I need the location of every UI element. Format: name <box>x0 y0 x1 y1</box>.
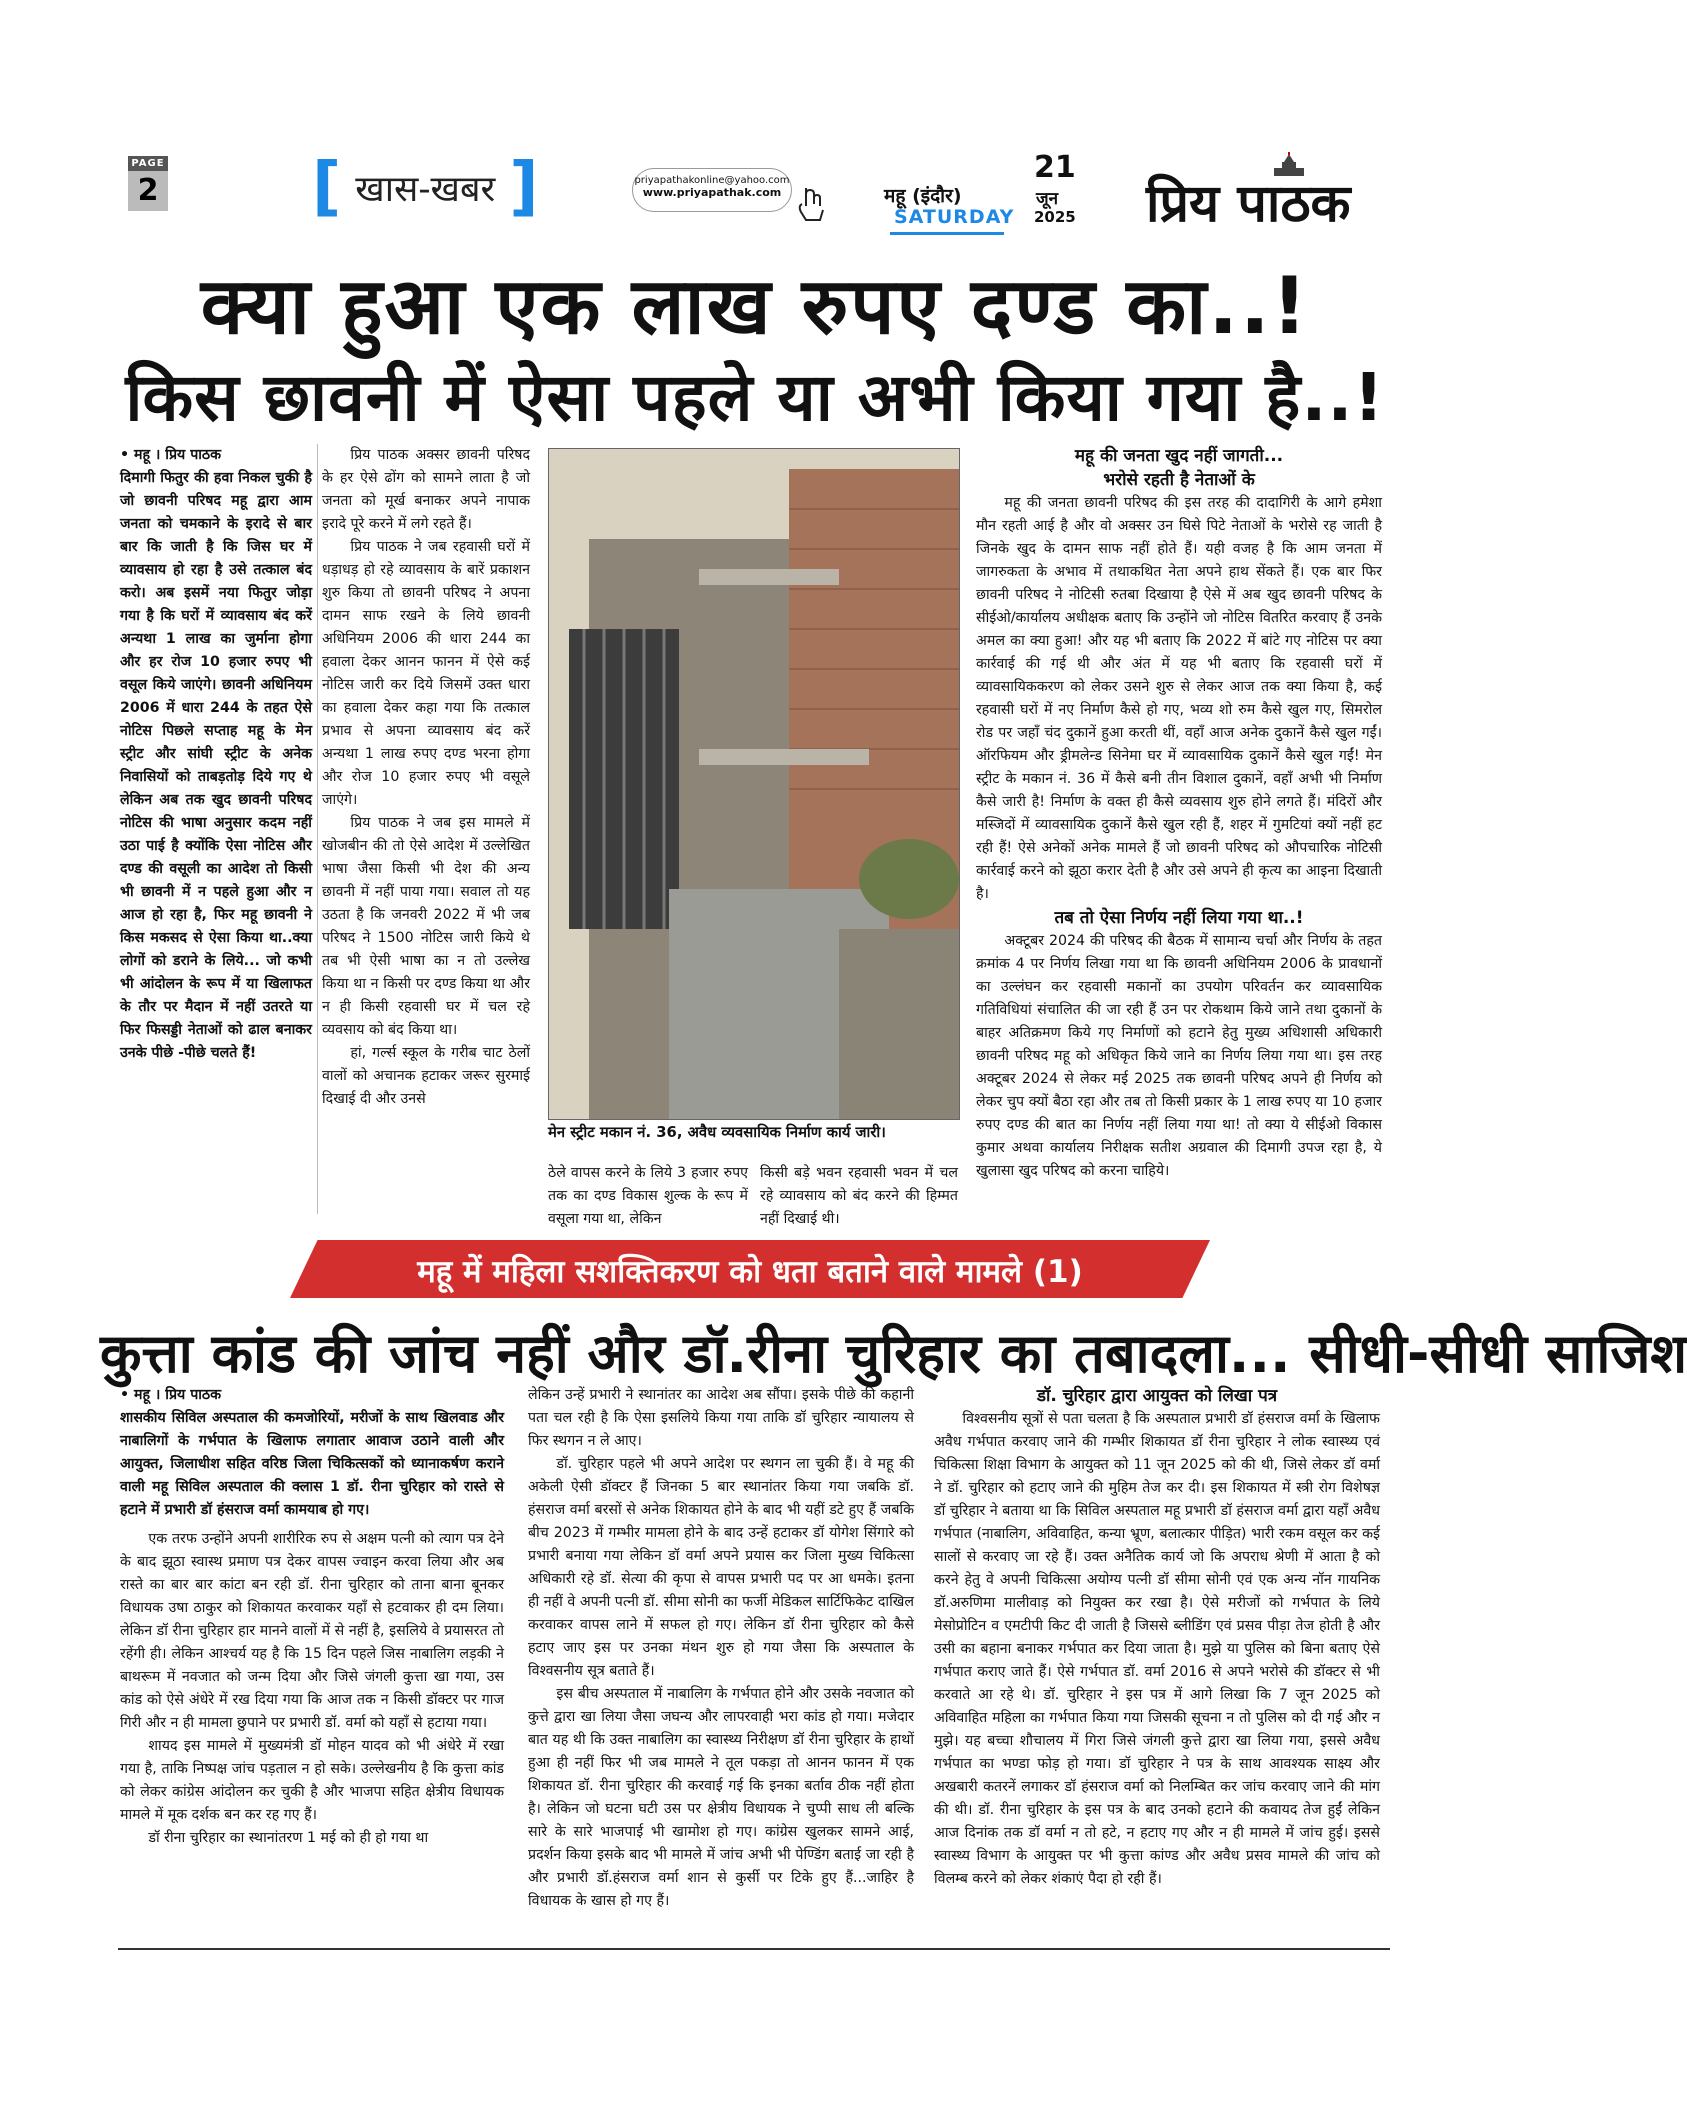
story2-column-3 <box>934 1384 1380 1891</box>
story1-byline: • महू । प्रिय पाठक <box>120 447 222 463</box>
right-bracket-icon: ] <box>509 150 539 224</box>
story2-col1-para3: डॉ रीना चुरिहार का स्थानांतरण 1 मई को ही हो गया था <box>148 1830 429 1846</box>
story2-col1-para1: एक तरफ उन्होंने अपनी शारीरिक रुप से अक्षम पत्नी को त्याग पत्र देने के बाद झूठा स्वास्थ प्रमाण पत्र देकर वापस ज्वाइन करवा लिया और अब रास्ते का बार बार कांटा बन रही डॉ. रीना चुरिहार को ताना बाना बूनकर विधायक उषा ठाकुर को शिकायत करवाकर यहाँ से हटवाकर ही दम लिया। लेकिन डॉ रीना चुरिहार हार मानने वालों में से नहीं है, इसलिये वे प्रयासरत तो रहेंगी ही। लेकिन आश्चर्य यह है कि 15 दिन पहले जिस नाबालिग लड़की ने बाथरूम में नवजात को जन्म दिया और जिसे जंगली कुत्ता खा गया, उस कांड को ऐसे अंधेरे में रख दिया गया कि आज तक न किसी डॉक्टर पर गाज गिरी और न ही मामला छुपाने पर प्रभारी डॉ. वर्मा को यहाँ से हटाया गया। <box>120 1531 504 1731</box>
story1-lead: दिमागी फितुर की हवा निकल चुकी है जो छावनी परिषद महू द्वारा आम जनता को चमकाने के इरादे से बार बार कि जाती है कि जिस घर में व्यावसाय हो रहा है उसे तत्काल बंद करो। अब इसमें नया फितुर जोड़ा गया है कि घरों में व्यावसाय बंद करें अन्यथा 1 लाख का जुर्माना होगा और हर रोज 10 हजार रुपए भी वसूल किये जाएंगे। छावनी अधिनियम 2006 में धारा 244 के तहत ऐसे नोटिस पिछले सप्ताह महू के मेन स्ट्रीट और सांघी स्ट्रीट के अनेक निवासियों को ताबड़तोड़ दिये गए थे लेकिन अब तक खुद छावनी परिषद नोटिस की भाषा अनुसार कदम नहीं उठा पाई है क्योंकि ऐसा नोटिस और दण्ड की वसूली का आदेश तो किसी भी छावनी में न पहले हुआ और न आज हो रहा है, फिर महू छावनी ने किस मकसद से ऐसा किया था..क्या लोगों को डराने के लिये... जो कभी भी आंदोलन के रूप में या खिलाफत के तौर पर मैदान में नहीं उतरते या फिर फिसड्डी नेताओं को ढाल बनाकर उनके पीछे -पीछे चलते हैं! <box>120 470 312 1061</box>
right-subhead-3: तब तो ऐसा निर्णय नहीं लिया गया था..! <box>1054 908 1304 928</box>
dateline-year: 2025 <box>1034 208 1076 226</box>
section-title <box>312 150 539 224</box>
story2-col3-para1: विश्वसनीय सूत्रों से पता चलता है कि अस्पताल प्रभारी डॉ हंसराज वर्मा के खिलाफ अवैध गर्भपात करवाए जाने की गम्भीर शिकायत डॉ रीना चुरिहार ने लोक स्वास्थ्य एवं चिकित्सा शिक्षा विभाग के आयुक्त को 11 जून 2025 को की थी, जिसे लेकर डॉ वर्मा ने डॉ. चुरिहार को हटाए जाने की मुहिम तेज कर दी। इस शिकायत में स्त्री रोग विशेषज्ञ डॉ चुरिहार ने बताया था कि सिविल अस्पताल महू प्रभारी डॉ हंसराज वर्मा द्वारा यहाँ अवैध गर्भपात (नाबालिग, अविवाहित, कन्या भ्रूण, बलात्कार पीड़ित) भारी रकम वसूल कर कई सालों से करवाए जा रहे हैं। उक्त अनैतिक कार्य जो कि अपराध श्रेणी में आता है को करने हेतु वे अपनी चिकित्सा अयोग्य पत्नी डॉ सीमा सोनी एवं एक अन्य नॉन गायनिक डॉ.अरुणिमा मालीवाड़ को नियुक्त कर रखा है। ऐसे मरीजों को गर्भपात के लिये मेसोप्रोटिन व एमटीपी किट दी जाती है जिससे ब्लीडिंग एवं प्रसव पीड़ा तेज होती है और उसी का बहाना बनाकर गर्भपात कर दिया जाता है। मुझे या पुलिस को बिना बताए ऐसे गर्भपात कराए जाते हैं। ऐसे गर्भपात डॉ. वर्मा 2016 से अपने भरोसे की डॉक्टर से भी करवाते आ रहे थे। डॉ. चुरिहार ने इस पत्र में आगे लिखा कि 7 जून 2025 को अविवाहित महिला का गर्भपात किया गया जिसकी सूचना न तो पुलिस को दी गई और न मुझे। यह बच्चा शौचालय में गिरा जिसे जंगली कुत्ते द्वारा खा लिया गया, इससे अवैध गर्भपात का भण्डा फोड़ हो गया। डॉ चुरिहार ने पत्र के साथ आवश्यक साक्ष्य और अखबारी कतरनें लगाकर डॉ हंसराज वर्मा को निलम्बित कर जांच करवाए जाने की मांग की थी। डॉ. रीना चुरिहार के इस पत्र के बाद उनको हटाने की कवायद तेज हुईं लेकिन आज दिनांक तक डॉ वर्मा न तो हटे, न हटाए गए और न ही मामले में जांच हुई। इससे स्वास्थ्य विभाग के आयुक्त पर भी कुत्ता कांण्ड और अवैध प्रसव मामले की जांच को विलम्ब करने को लेकर शंकाएं पैदा हो रही हैं। <box>934 1411 1380 1887</box>
story2-intro: शासकीय सिविल अस्पताल की कमजोरियों, मरीजों के साथ खिलवाड और नाबालिगों के गर्भपात के खिलाफ लगातार आवाज उठाने वाली और आयुक्त, जिलाधीश सहित वरिष्ठ जिला चिकित्सकों को ध्यानाकर्षण कराने वाली महू सिविल अस्पताल की क्लास 1 डॉ. रीना चुरिहार को रास्ते से हटाने में प्रभारी डॉ हंसराज वर्मा कामयाब हो गए। <box>120 1410 504 1518</box>
story1-col2-para2: प्रिय पाठक ने जब रहवासी घरों में धड़ाधड़ हो रहे व्यावसाय के बारें प्रकाशन शुरु किया तो छावनी परिषद ने अपना दामन साफ रखने के लिये छावनी अधिनियम 2006 की धारा 244 का हवाला देकर आनन फानन में ऐसे कई नोटिस जारी कर दिये जिसमें उक्त धारा का हवाला देकर कहा गया कि तत्काल प्रभाव से अपना व्यावसाय बंद करें अन्यथा 1 लाख रुपए दण्ड भरना होगा और रोज 10 हजार रुपए भी वसूले जाएंगे। <box>322 539 530 808</box>
story2-col2-para1: लेकिन उन्हें प्रभारी ने स्थानांतर का आदेश अब सौंपा। इसके पीछे की कहानी पता चल रही है कि ऐसा इसलिये किया गया ताकि डॉ चुरिहार न्यायालय से फिर स्थगन न ले आए। <box>528 1387 914 1449</box>
story2-subhead: डॉ. चुरिहार द्वारा आयुक्त को लिखा पत्र <box>1036 1386 1278 1406</box>
building-photo <box>548 448 960 1120</box>
story1-right-column <box>976 444 1382 1183</box>
page-label: PAGE <box>128 156 168 171</box>
website-link[interactable]: www.priyapathak.com <box>642 186 782 199</box>
right-subhead-2: भरोसे रहती है नेताओं के <box>1103 470 1255 490</box>
dateline-month: जून <box>1036 189 1059 209</box>
section-label: खास-खबर <box>355 168 496 210</box>
headline-sub: किस छावनी में ऐसा पहले या अभी किया गया है..! <box>125 359 1385 436</box>
dateline-day: SATURDAY <box>894 206 1015 228</box>
right-subhead-1: महू की जनता खुद नहीं जागती... <box>1074 446 1284 466</box>
photo-caption: मेन स्ट्रीट मकान नं. 36, अवैध व्यवसायिक निर्माण कार्य जारी। <box>548 1124 886 1141</box>
dateline-underline <box>890 232 1004 235</box>
story1-col2-para3: प्रिय पाठक ने जब इस मामले में खोजबीन की तो ऐसे आदेश में उल्लेखित भाषा जैसा किसी भी देश की अन्य छावनी में नहीं पाया गया। सवाल तो यह उठता है कि जनवरी 2022 में भी जब परिषद ने 1500 नोटिस जारी किये थे तब भी ऐसी भाषा का न तो उल्लेख किया था न किसी पर दण्ड किया था और न ही किसी रहवासी घर में चल रहे व्यवसाय को बंद किया था। <box>322 815 530 1038</box>
dateline-date: 21 <box>1034 150 1076 185</box>
story1-col2-para1: प्रिय पाठक अक्सर छावनी परिषद के हर ऐसे ढोंग को सामने लाता है जो जनता को मूर्ख बनाकर अपने नापाक इरादे पूरे करने में लगे रहते हैं। <box>322 447 530 532</box>
left-bracket-icon: [ <box>312 150 342 224</box>
page-bottom-rule <box>118 1948 1390 1950</box>
story1-below-photo-2: किसी बड़े भवन रहवासी भवन में चल रहे व्यावसाय को बंद करने की हिम्मत नहीं दिखाई थी। <box>760 1165 958 1227</box>
series-ribbon-text: महू में महिला सशक्तिकरण को धता बताने वाले मामले (1) <box>417 1254 1083 1290</box>
right-para-2: अक्टूबर 2024 की परिषद की बैठक में सामान्य चर्चा और निर्णय के तहत क्रमांक 4 पर निर्णय लिखा गया था कि छावनी अधिनियम 2006 के प्रावधानों का उल्लंघन कर रहवासी मकानों का उपयोग परिवर्तन कर व्यावसायिक गतिविधियां संचालित की जा रही हैं उन पर रोकथाम किये जाने तथा दुकानों के बाहर अतिक्रमण किये गए निर्माणों को हटाने हेतु मुख्य अधिशासी अधिकारी छावनी परिषद महू को अधिकृत किये जाने का निर्णय लिया गया था। इस तरह अक्टूबर 2024 से लेकर मई 2025 तक छावनी परिषद अपने ही निर्णय को लेकर चुप क्यों बैठा रहा और तब तो किसी प्रकार के 1 लाख रुपए या 10 हजार रुपए दण्ड की बात का निर्णय नहीं लिया गया था! तो क्या ये सीईओ विकास कुमार अथवा कार्यालय निरीक्षक सतीश अग्रवाल की दिमागी उपज रहा है, ये खुलासा खुद परिषद को करना चाहिये। <box>976 933 1382 1179</box>
story1-below-photo-1: ठेले वापस करने के लिये 3 हजार रुपए तक का दण्ड विकास शुल्क के रूप में वसूला गया था, लेकिन <box>548 1165 748 1227</box>
page-number-tag <box>128 156 168 211</box>
story2-column-1 <box>120 1384 504 1850</box>
dateline-place: महू (इंदौर) <box>884 185 962 207</box>
story2-column-2 <box>528 1384 914 1913</box>
story2-col2-para2: डॉ. चुरिहार पहले भी अपने आदेश पर स्थगन ला चुकी हैं। वे महू की अकेली ऐसी डॉक्टर हैं जिनका 5 बार स्थानांतर किया गया जबकि डॉ. हंसराज वर्मा बरसों से अनेक शिकायत होने के बाद भी यहीं डटे हुए हैं जबकि बीच 2023 में गम्भीर मामला होने के बाद उन्हें हटाकर डॉ योगेश सिंगारे को प्रभारी बनाया गया लेकिन डॉ वर्मा अपने प्रयास कर जिला मुख्य चिकित्सा अधिकारी रहे डॉ. सेत्या की कृपा से वापस प्रभारी पद पर आ धमके। इतना ही नहीं वे अपनी पत्नी डॉ. सीमा सोनी का फर्जी मेडिकल सार्टिफिकेट दाखिल करवाकर वापस लाने में सफल हो गए। लेकिन डॉ रीना चुरिहार को कैसे हटाए जाए इस पर उनका मंथन शुरु हो गया जैसा कि अस्पताल के विश्वसनीय सूत्र बताते हैं। <box>528 1456 914 1679</box>
story2-headline: कुत्ता कांड की जांच नहीं और डॉ.रीना चुरिहार का तबादला... सीधी-सीधी साजिश <box>100 1322 1687 1385</box>
headline-main: क्या हुआ एक लाख रुपए दण्ड का..! <box>200 262 1310 352</box>
story2-col2-para3: इस बीच अस्पताल में नाबालिग के गर्भपात होने और उसके नवजात को कुत्ते द्वारा खा लिया जैसा जघन्य और लापरवाही भरा कांड हो गया। मजेदार बात यह थी कि उक्त नाबालिग का स्वास्थ्य निरीक्षण डॉ रीना चुरिहार के हाथों हुआ ही नहीं फिर भी जब मामले ने तूल पकड़ा तो आनन फानन में एक शिकायत डॉ. रीना चुरिहार की करवाई गई कि इनका बर्ताव ठीक नहीं होता है। लेकिन जो घटना घटी उस पर क्षेत्रीय विधायक ने चुप्पी साध ली बल्कि सारे के सारे भाजपाई भी खामोश हो गए। कांग्रेस खुलकर सामने आई, प्रदर्शन किया इसके बाद भी मामले में जांच अभी भी पेण्डिंग बताई जा रही है और प्रभारी डॉ.हंसराज वर्मा शान से कुर्सी पर टिके हुए हैं...जाहिर है विधायक के खास हो गए हैं। <box>528 1686 914 1909</box>
column-divider <box>317 444 318 1214</box>
story2-byline: • महू । प्रिय पाठक <box>120 1387 222 1403</box>
right-para-1: महू की जनता छावनी परिषद की इस तरह की दादागिरी के आगे हमेशा मौन रहती आई है और वो अक्सर उन घिसे पिटे नेताओं के भरोसे रह जाती है जिनके खुद के दामन साफ नहीं होते हैं। यही वजह है कि आम जनता में जागरुकता के अभाव में तथाकथित नेता अपने हाथ सेंकते हैं। एक बार फिर छावनी परिषद ने नोटिसी रुतबा दिखाया है ऐसे में अब खुद छावनी परिषद के सीईओ/कार्यालय अधीक्षक बताए कि उन्होंने जो नोटिस वितरित करवाए हैं उनके अमल का क्या हुआ! और यह भी बताए कि 2022 में बांटे गए नोटिस पर क्या कार्रवाई की गई थी और अंत में यह भी बताए कि रहवासी घरों में व्यावसायिककरण को लेकर उसने शुरु से लेकर आज तक क्या किया है, कई रहवासी घरों में नए निर्माण कैसे हो गए, भव्य शो रुम कैसे खुल गए, सिमरोल रोड पर जहाँ चंद दुकानें हुआ करती थीं, वहाँ आज अनेक दुकानें कैसे खुल गईं। ऑरफियम और ड्रीमलेन्ड सिनेमा घर में व्यावसायिक दुकानें कैसे खुल गईं! मेन स्ट्रीट के मकान नं. 36 में कैसे बनी तीन विशाल दुकानें, वहाँ अभी भी निर्माण कैसे जारी है! निर्माण के वक्त ही कैसे व्यवसाय शुरु होने लगते हैं। मंदिरों और मस्जिदों में व्यावसायिक दुकानें कैसे खुल रही हैं, शहर में गुमटियां क्यों नहीं हट रही हैं! ऐसे अनेकों अनेक मामले हैं जो छावनी परिषद को औपचारिक नोटिसी कार्रवाई करने को झूठा करार देती है और उसे अपने ही कृत्य का आइना दिखाती है। <box>976 495 1382 902</box>
story2-col1-para2: शायद इस मामले में मुख्यमंत्री डॉ मोहन यादव को भी अंधेरे में रखा गया है, ताकि निष्पक्ष जांच पड़ताल न हो सके। उल्लेखनीय है कि कुत्ता कांड को लेकर कांग्रेस आंदोलन कर चुकी है और भाजपा सहित क्षेत्रीय विधायक मामले में मूक दर्शक बन कर रह गए हैं। <box>120 1738 504 1823</box>
story1-col2-para4: हां, गर्ल्स स्कूल के गरीब चाट ठेलों वालों को अचानक हटाकर जरूर सुरमाई दिखाई दी और उनसे <box>322 1045 530 1107</box>
contact-box <box>632 168 792 212</box>
story1-column-1 <box>120 444 312 1065</box>
story1-column-2 <box>322 444 530 1111</box>
pointing-hand-icon <box>796 186 826 230</box>
page-number: 2 <box>128 171 168 211</box>
email-text: priyapathakonline@yahoo.com <box>634 175 790 186</box>
newspaper-logo: प्रिय पाठक <box>1146 173 1351 234</box>
